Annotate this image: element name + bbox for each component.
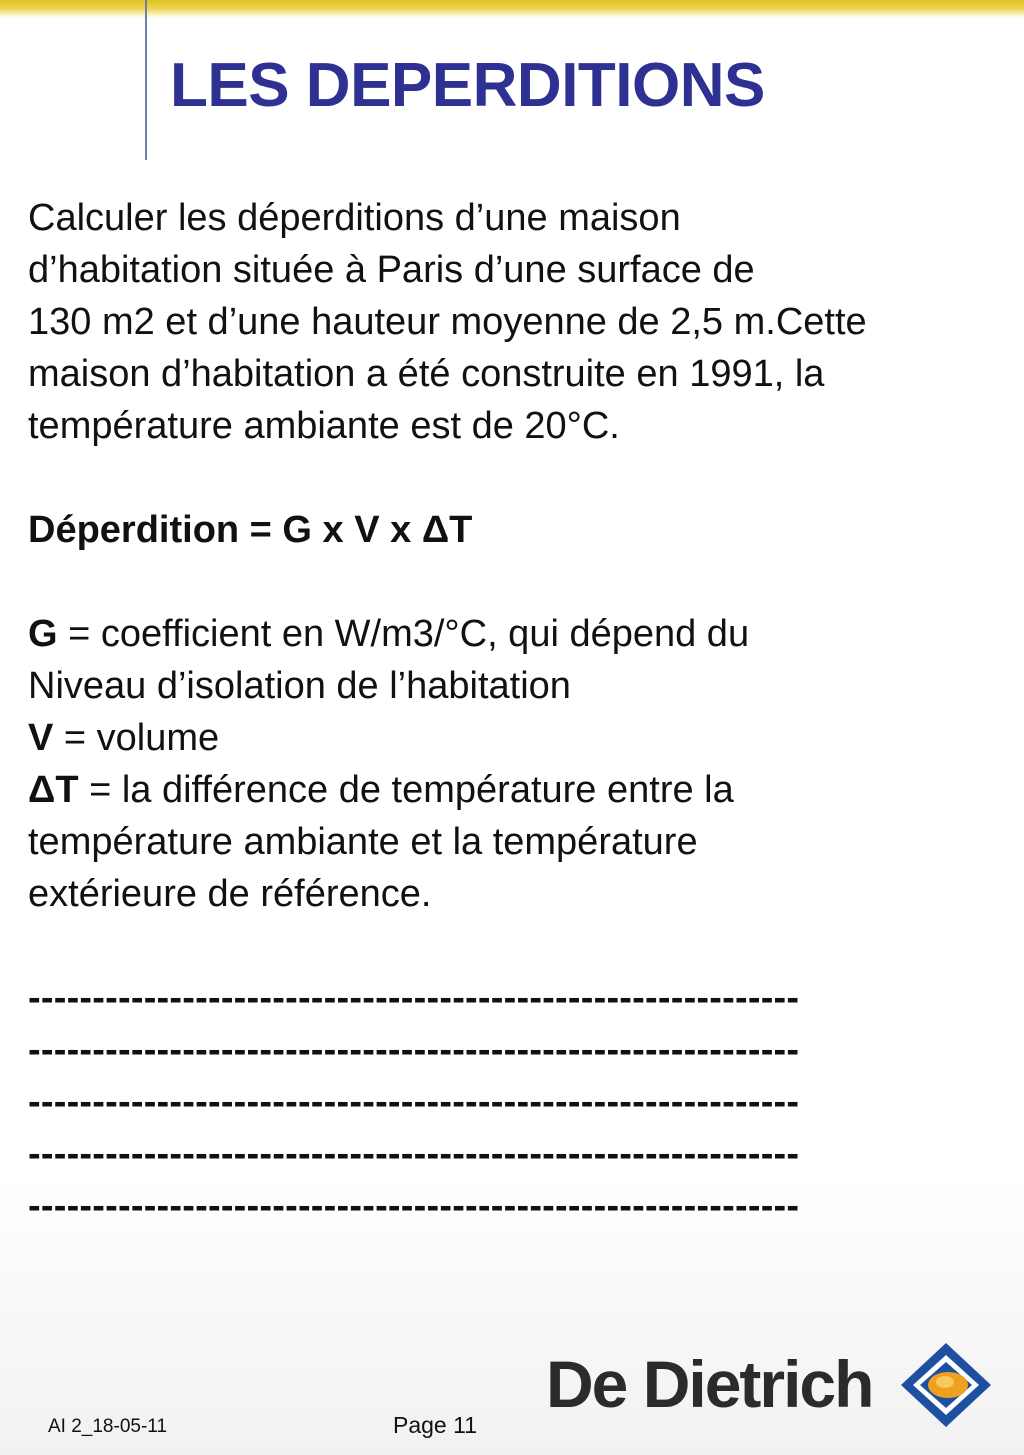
delta-t-symbol: ΔT: [28, 769, 79, 811]
definition-v: [28, 712, 1003, 764]
top-accent-band: [0, 0, 1024, 18]
definition-g: [28, 608, 1003, 660]
intro-line: maison d’habitation a été construite en 1991, la: [28, 353, 825, 395]
intro-line: température ambiante est de 20°C.: [28, 405, 620, 447]
v-symbol: V: [28, 717, 54, 759]
v-text: = volume: [53, 717, 220, 759]
spacer: [28, 920, 1003, 972]
g-symbol: G: [28, 613, 58, 655]
title-divider-line: [145, 0, 147, 160]
definition-delta-t-continued: température ambiante et la température: [28, 821, 698, 863]
spacer: [28, 556, 1003, 608]
intro-line: d’habitation située à Paris d’une surface de: [28, 249, 755, 291]
answer-line: ------------------------------------------------------------: [28, 1081, 800, 1123]
slide-body: [28, 192, 1003, 1232]
de-dietrich-logo: [540, 1340, 1000, 1430]
definition-delta-t-continued: extérieure de référence.: [28, 873, 432, 915]
footer-page-number: Page 11: [393, 1412, 477, 1438]
answer-line: ------------------------------------------------------------: [28, 1133, 800, 1175]
answer-line: ------------------------------------------------------------: [28, 1029, 800, 1071]
formula: Déperdition = G x V x ΔT: [28, 509, 473, 551]
intro-line: Calculer les déperditions d’une maison: [28, 197, 681, 239]
definition-g-continued: Niveau d’isolation de l’habitation: [28, 665, 571, 707]
spacer: [28, 452, 1003, 504]
g-text: = coefficient en W/m3/°C, qui dépend du: [57, 613, 750, 655]
diamond-logo-icon: [898, 1340, 994, 1430]
definition-delta-t: [28, 764, 1003, 816]
delta-t-text: = la différence de température entre la: [78, 769, 734, 811]
footer-document-code: AI 2_18-05-11: [48, 1416, 168, 1437]
intro-line: 130 m2 et d’une hauteur moyenne de 2,5 m.Cette: [28, 301, 867, 343]
answer-line: ------------------------------------------------------------: [28, 1185, 800, 1227]
answer-line: ------------------------------------------------------------: [28, 977, 800, 1019]
slide-title: LES DEPERDITIONS: [170, 51, 765, 120]
logo-wordmark: De Dietrich: [546, 1347, 873, 1421]
